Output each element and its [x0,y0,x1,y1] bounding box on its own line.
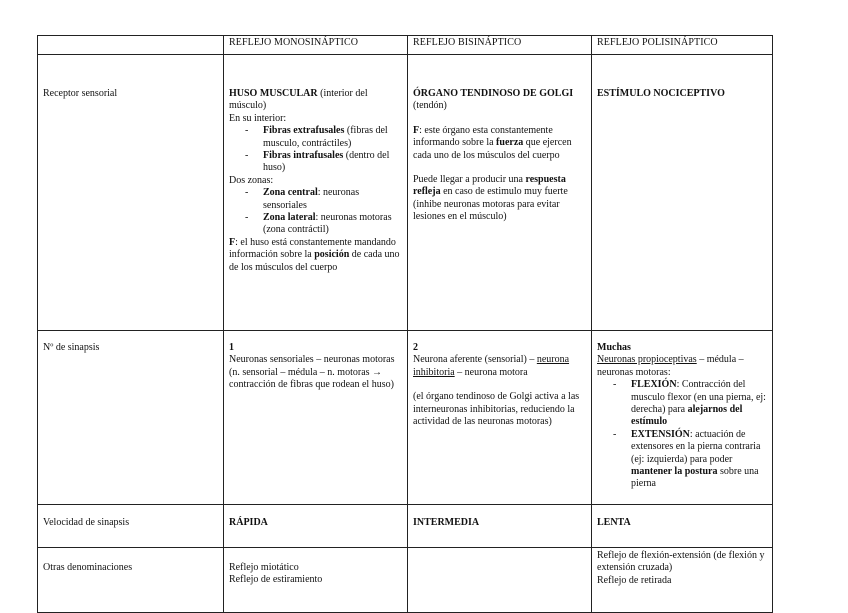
sinapsis-count: Muchas [597,342,631,353]
cell-receptor-bi [408,55,592,331]
huso-function: F: el huso está constantemente mandando información sobre la posición de cada uno de los músculos del cuerpo [229,236,400,273]
sinapsis-path: Neuronas propioceptivas – médula – neuronas motoras: [597,354,744,378]
cell-sinapsis-bi [408,331,592,505]
nociceptivo-title: ESTÍMULO NOCICEPTIVO [597,88,725,99]
header-cell-empty [38,36,224,55]
zonas-list [229,187,404,237]
row-label-receptor: Receptor sensorial [38,55,224,331]
flexion-extension-list [597,379,769,491]
header-bisinaptico: REFLEJO BISINÁPTICO [408,36,592,55]
row-receptor-sensorial [38,55,773,331]
cell-velocidad-mono: RÁPIDA [224,505,408,548]
sinapsis-path: Neurona aferente (sensorial) – neurona inhibitoria – neurona motora [413,354,570,378]
sinapsis-count: 1 [229,342,234,353]
row-numero-sinapsis [38,331,773,505]
zonas-label: Dos zonas: [229,174,274,186]
list-item: - Fibras intrafusales (dentro del huso) [263,150,404,175]
list-item: Reflejo de estiramiento [229,574,323,586]
list-item: - EXTENSIÓN: actuación de extensores en la pierna contraria (ej: izquierda) para poder mantener la postura sobre una pierna [631,429,769,491]
row-otras-denominaciones [38,548,773,613]
reflex-comparison-table [37,35,773,613]
list-item: Reflejo de retirada [597,574,672,586]
cell-velocidad-poli: LENTA [592,505,773,548]
sinapsis-count: 2 [413,342,418,353]
list-item: Reflejo miotático [229,562,299,573]
cell-sinapsis-poli [592,331,773,505]
sinapsis-detail: (el órgano tendinoso de Golgi activa a las interneuronas inhibitorias, reduciendo la actividad de las neuronas motoras) [413,391,580,428]
list-item: Reflejo de flexión-extensión (de flexión y extensión cruzada) [597,550,765,574]
cell-sinapsis-mono [224,331,408,505]
sinapsis-path: Neuronas sensoriales – neuronas motoras [229,354,395,366]
huso-title: HUSO MUSCULAR (interior del músculo) [229,88,368,112]
list-item: - FLEXIÓN: Contracción del musculo flexor (en una pierna, ej: derecha) para alejarnos del estímulo [631,379,769,429]
list-item: - Zona central: neuronas sensoriales [263,187,404,212]
fibras-list [229,125,404,175]
row-label-otras: Otras denominaciones [38,548,224,613]
cell-velocidad-bi: INTERMEDIA [408,505,592,548]
cell-otras-poli [592,548,773,613]
cell-receptor-poli [592,55,773,331]
cell-receptor-mono [224,55,408,331]
golgi-function: F: este órgano esta constantemente informando sobre la fuerza que ejercen cada uno de los músculos del cuerpo [413,124,572,161]
sinapsis-detail: (n. sensorial – médula – n. motoras → contracción de fibras que rodean el huso) [229,366,394,391]
golgi-response: Puede llegar a producir una respuesta refleja en caso de estimulo muy fuerte (inhibe neuronas motoras para evitar lesiones en el músculo) [413,174,568,223]
golgi-title: ÓRGANO TENDINOSO DE GOLGI (tendón) [413,88,574,112]
header-monosinaptico: REFLEJO MONOSINÁPTICO [224,36,408,55]
row-label-velocidad: Velocidad de sinapsis [38,505,224,548]
cell-otras-bi [408,548,592,613]
list-item: - Zona lateral: neuronas motoras (zona contráctil) [263,212,404,237]
row-label-sinapsis: Nº de sinapsis [38,331,224,505]
list-item: - Fibras extrafusales (fibras del musculo, contráctiles) [263,125,404,150]
header-polisinaptico: REFLEJO POLISINÁPTICO [592,36,773,55]
row-velocidad [38,505,773,548]
interior-label: En su interior: [229,112,287,124]
header-row [38,36,773,55]
cell-otras-mono [224,548,408,613]
